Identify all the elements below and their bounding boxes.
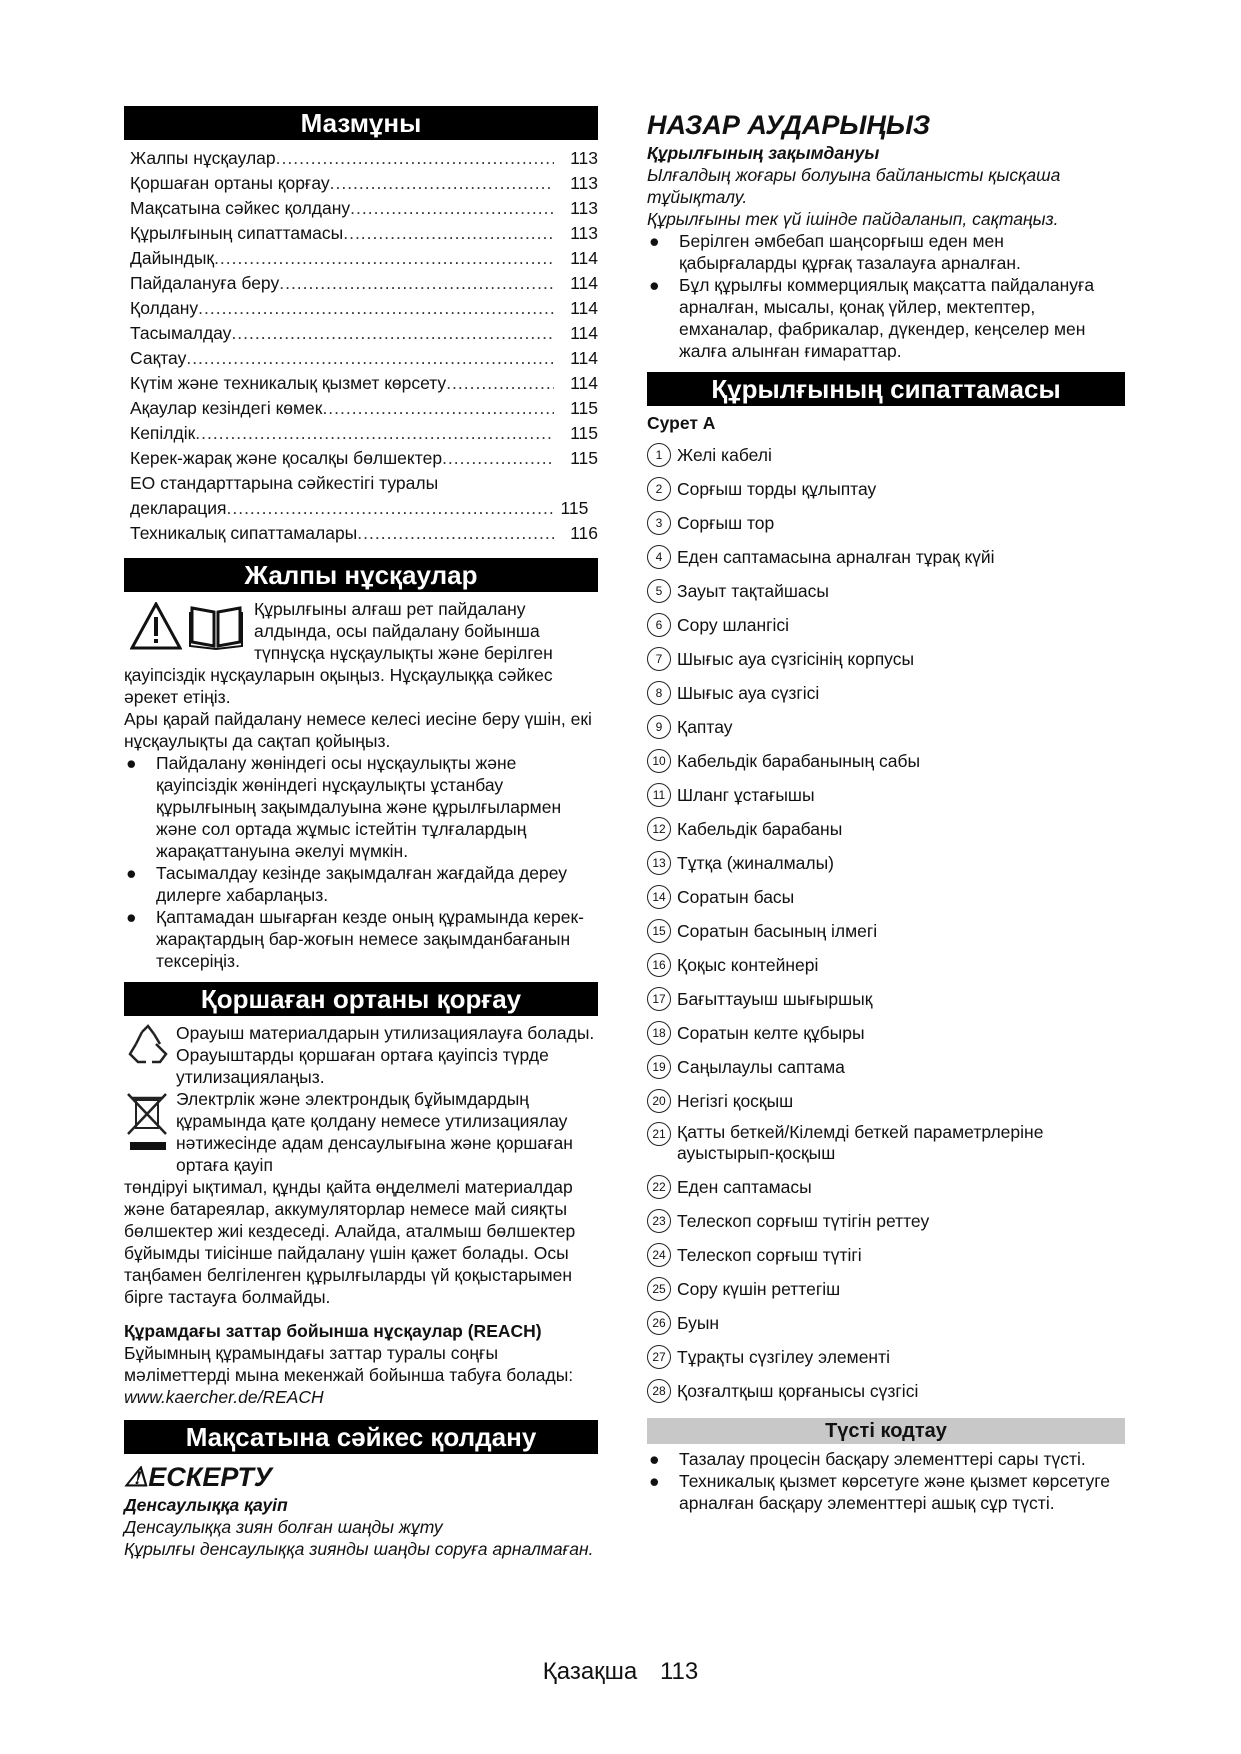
- part-item: [647, 642, 1125, 676]
- part-label: Негізгі қосқыш: [677, 1090, 794, 1111]
- part-item: [647, 710, 1125, 744]
- part-item: [647, 1340, 1125, 1374]
- list-item: ● Бұл құрылғы коммерциялық мақсатта пайдалануға арналған, мысалы, қонақ үйлер, мектептер, емханалар, фабрикалар, дүкендер, кеңселер мен жалға алынған ғимараттар.: [649, 275, 1095, 361]
- part-label: Желі кабелі: [677, 444, 772, 465]
- general-intro-rest: қауіпсіздік нұсқауларын оқыңыз. Нұсқаулыққа сәйкес әрекет етіңіз.: [124, 665, 553, 707]
- general-heading: Жалпы нұсқаулар: [124, 558, 598, 592]
- part-number: 4: [647, 545, 671, 569]
- part-number: 8: [647, 681, 671, 705]
- env-heading: Қоршаған ортаны қорғау: [124, 982, 598, 1016]
- part-label: Соратын басының ілмегі: [677, 920, 878, 941]
- toc-list: [124, 146, 598, 546]
- part-item: [647, 540, 1125, 574]
- right-column: НАЗАР АУДАРЫҢЫЗ Құрылғының зақымдануы Ылғалдың жоғары болуына байланысты қысқаша тұйықталу. Құрылғыны тек үй ішінде пайдаланып, сақтаңыз. ● Берілген әмбебап шаңсорғыш еден мен қабырғаларды құрғақ тазалауға арналған. ● Бұл құрылғы коммерциялық мақсатта пайдалануға арналған, мысалы, қонақ үйлер, мектептер, емханалар, фабрикалар, дүкендер, кеңселер мен жалға алынған ғимараттар. Құрылғының сипаттамасы Сурет A 1 Желі кабелі 2 Сорғыш торды құлыптау 3 Сорғыш тор 4 Еден саптамасына арналған тұрақ күйі 5 Зауыт тақтайшасы 6 Сору шлангісі 7 Шығыс ауа сүзгісінің корпусы 8 Шығыс ауа сүзгісі 9 Қаптау 10 Кабельдік барабанының сабы 11 Шланг ұстағышы 12 Кабельдік барабаны 13 Тұтқа (жиналмалы) 14 Соратын басы 15 Соратын басының ілмегі 16 Қоқыс контейнері 17 Бағыттауыш шығыршық 18 Соратын келте құбыры 19 Саңылаулы саптама 20 Негізгі қосқыш 21 Қатты беткей/Кілемді беткей параметрлеріне ауыстырып-қосқыш 22 Еден саптамасы 23 Телескоп сорғыш түтігін реттеу 24 Телескоп сорғыш түтігі 25 Сору күшін реттегіш 26 Буын 27 Тұрақты сүзгілеу элементі 28 Қозғалтқыш қорғанысы сүзгісі Түсті кодтау ● Тазалау процесін басқару элементтері сары түсті. ● Техникалық қызмет көрсетуге және қызмет көрсетуге арналған басқару элементтері ашық сұр түсті.: [647, 106, 1125, 1514]
- part-number: 21: [647, 1122, 671, 1146]
- left-column: [124, 106, 598, 1560]
- use-heading: Мақсатына сәйкес қолдану: [124, 1420, 598, 1454]
- part-label: Қозғалтқыш қорғанысы сүзгісі: [677, 1380, 919, 1401]
- toc-entry[interactable]: Керек-жарақ және қосалқы бөлшектер ..... 115: [130, 446, 598, 471]
- reach-link[interactable]: www.kaercher.de/REACH: [124, 1387, 324, 1407]
- part-number: 3: [647, 511, 671, 535]
- warning-triangle-icon: [130, 602, 182, 650]
- part-item: [647, 1084, 1125, 1118]
- part-number: 16: [647, 953, 671, 977]
- part-label: Соратын басы: [677, 886, 795, 907]
- part-label: Еден саптамасына арналған тұрақ күйі: [677, 546, 995, 567]
- toc-entry-eu[interactable]: ЕО стандарттарына сәйкестігі туралы декларация ..... 115: [130, 471, 598, 521]
- part-number: 19: [647, 1055, 671, 1079]
- part-label: Қоқыс контейнері: [677, 954, 819, 975]
- part-item: [647, 608, 1125, 642]
- part-number: 5: [647, 579, 671, 603]
- part-label: Телескоп сорғыш түтігін реттеу: [677, 1210, 930, 1231]
- part-label: Тұтқа (жиналмалы): [677, 852, 835, 873]
- part-number: 25: [647, 1277, 671, 1301]
- part-item: [647, 880, 1125, 914]
- part-label: Саңылаулы саптама: [677, 1056, 845, 1077]
- part-label: Қатты беткей/Кілемді беткей параметрлеріне ауыстырып-қосқыш: [677, 1122, 1044, 1163]
- part-item: [647, 1016, 1125, 1050]
- part-label: Шығыс ауа сүзгісі: [677, 682, 820, 703]
- part-item: [647, 778, 1125, 812]
- part-label: Бағыттауыш шығыршық: [677, 988, 873, 1009]
- toc-heading: Мазмұны: [124, 106, 598, 140]
- part-label: Шығыс ауа сүзгісінің корпусы: [677, 648, 915, 669]
- part-item: [647, 1238, 1125, 1272]
- part-number: 6: [647, 613, 671, 637]
- part-item: [647, 1170, 1125, 1204]
- toc-entry-last[interactable]: Техникалық сипаттамалары ..... 116: [130, 521, 598, 546]
- list-item: ● Техникалық қызмет көрсетуге және қызмет көрсетуге арналған басқару элементтері ашық сұр түсті.: [649, 1471, 1110, 1513]
- footer-language: Қазақша: [542, 1658, 638, 1685]
- general-para2: Ары қарай пайдалану немесе келесі иесіне беру үшін, екі нұсқаулықты да сақтап қойыңыз.: [124, 709, 592, 751]
- desc-heading: Құрылғының сипаттамасы: [647, 372, 1125, 406]
- reach-title: Құрамдағы заттар бойынша нұсқаулар (REACH): [124, 1321, 542, 1341]
- part-number: 22: [647, 1175, 671, 1199]
- part-number: 27: [647, 1345, 671, 1369]
- part-number: 18: [647, 1021, 671, 1045]
- toc-entry[interactable]: Қолдану ..... 114: [130, 296, 598, 321]
- part-number: 9: [647, 715, 671, 739]
- list-item: ● Тасымалдау кезінде зақымдалған жағдайда дереу дилерге хабарлаңыз.: [126, 863, 568, 905]
- toc-entry[interactable]: Дайындық ..... 114: [130, 246, 598, 271]
- part-item: [647, 472, 1125, 506]
- general-section: Құрылғыны алғаш рет пайдалану алдында, осы пайдалану бойынша түпнұсқа нұсқаулықты және берілген қауіпсіздік нұсқауларын оқыңыз. Нұсқаулыққа сәйкес әрекет етіңіз. Ары қарай пайдалану немесе келесі иесіне беру үшін, екі нұсқаулықты да сақтап қойыңыз. ● Пайдалану жөніндегі осы нұсқаулықты және қауіпсіздік жөніндегі нұсқаулықты ұстанбау құрылғының зақымдалуына және құрылғылармен және сол ортада жұмыс істейтін тұлғалардың жарақаттануына әкелуі мүмкін. ● Тасымалдау кезінде зақымдалған жағдайда дереу дилерге хабарлаңыз. ● Қаптамадан шығарған кезде оның құрамында керек-жарақтардың бар-жоғын немесе зақымданбағанын тексеріңіз.: [124, 598, 598, 972]
- part-item: [647, 676, 1125, 710]
- part-item: [647, 506, 1125, 540]
- part-number: 26: [647, 1311, 671, 1335]
- part-label: Қаптау: [677, 716, 733, 737]
- part-number: 11: [647, 783, 671, 807]
- list-item: ● Пайдалану жөніндегі осы нұсқаулықты және қауіпсіздік жөніндегі нұсқаулықты ұстанбау құрылғының зақымдалуына және құрылғылармен және сол ортада жұмыс істейтін тұлғалардың жарақаттануына әкелуі мүмкін.: [126, 753, 562, 861]
- part-number: 14: [647, 885, 671, 909]
- toc-entry[interactable]: Құрылғының сипаттамасы ..... 113: [130, 221, 598, 246]
- part-label: Шланг ұстағышы: [677, 784, 815, 805]
- part-number: 23: [647, 1209, 671, 1233]
- part-item: [647, 812, 1125, 846]
- color-heading: Түсті кодтау: [647, 1418, 1125, 1444]
- part-item: [647, 438, 1125, 472]
- part-item: [647, 846, 1125, 880]
- list-item: ● Тазалау процесін басқару элементтері сары түсті.: [649, 1449, 1086, 1469]
- part-label: Зауыт тақтайшасы: [677, 580, 829, 601]
- toc-entry[interactable]: Кепілдік ..... 115: [130, 421, 598, 446]
- part-number: 2: [647, 477, 671, 501]
- part-label: Соратын келте құбыры: [677, 1022, 865, 1043]
- part-number: 15: [647, 919, 671, 943]
- parts-list: [647, 438, 1125, 1408]
- part-label: Сорғыш торды құлыптау: [677, 478, 877, 499]
- part-number: 13: [647, 851, 671, 875]
- list-item: ● Берілген әмбебап шаңсорғыш еден мен қабырғаларды құрғақ тазалауға арналған.: [649, 231, 1021, 273]
- toc-entry[interactable]: Қоршаған ортаны қорғау ..... 113: [130, 171, 598, 196]
- part-label: Сору шлангісі: [677, 614, 790, 635]
- toc-entry[interactable]: Мақсатына сәйкес қолдану ..... 113: [130, 196, 598, 221]
- manual-book-icon: [188, 602, 244, 650]
- part-item: [647, 1118, 1125, 1170]
- part-label: Буын: [677, 1312, 720, 1333]
- part-number: 24: [647, 1243, 671, 1267]
- toc-entry[interactable]: Ақаулар кезіндегі көмек ..... 115: [130, 396, 598, 421]
- part-label: Телескоп сорғыш түтігі: [677, 1244, 862, 1265]
- list-item: ● Қаптамадан шығарған кезде оның құрамында керек-жарақтардың бар-жоғын немесе зақымданбағанын тексеріңіз.: [126, 907, 584, 971]
- part-number: 17: [647, 987, 671, 1011]
- toc-entry[interactable]: Жалпы нұсқаулар ..... 113: [130, 146, 598, 171]
- part-item: [647, 744, 1125, 778]
- toc-entry[interactable]: Тасымалдау ..... 114: [130, 321, 598, 346]
- part-number: 10: [647, 749, 671, 773]
- part-number: 7: [647, 647, 671, 671]
- env-section: Орауыш материалдарын утилизациялауға болады. Орауыштарды қоршаған ортаға қауіпсіз түрде утилизациялаңыз. Электрлік және электрондық бұйымдардың құрамында қате қолдану немесе утилизациялау нәтижесінде адам денсаулығына және қоршаған ортаға қауіп төндіруі ықтимал, құнды қайта өңделмелі материалдар және батареялар, аккумуляторлар немесе май сияқты бөлшектер жиі кездеседі. Алайда, аталмыш бөлшектер бұйымды тиісінше пайдалану үшін қажет болады. Осы таңбамен белгіленген құрылғыларды үй қоқыстарымен бірге тастауға болмайды. Құрамдағы заттар бойынша нұсқаулар (REACH) Бұйымның құрамындағы заттар туралы соңғы мәліметтерді мына мекенжай бойынша табуға болады: www.kaercher.de/REACH: [124, 1022, 598, 1408]
- part-label: Сорғыш тор: [677, 512, 775, 533]
- part-number: 28: [647, 1379, 671, 1403]
- part-item: [647, 1374, 1125, 1408]
- part-item: [647, 574, 1125, 608]
- toc-entry[interactable]: Күтім және техникалық қызмет көрсету ..... 114: [130, 371, 598, 396]
- part-number: 20: [647, 1089, 671, 1113]
- crossed-bin-icon: [126, 1090, 170, 1152]
- part-item: [647, 1272, 1125, 1306]
- part-item: [647, 1050, 1125, 1084]
- part-label: Кабельдік барабанының сабы: [677, 750, 921, 771]
- part-item: [647, 948, 1125, 982]
- part-number: 12: [647, 817, 671, 841]
- use-section: ⚠ЕСКЕРТУ Денсаулыққа қауіп Денсаулыққа зиян болған шаңды жұту Құрылғы денсаулыққа зиянды шаңды соруға арналмаған.: [124, 1462, 594, 1559]
- part-label: Тұрақты сүзгілеу элементі: [677, 1346, 890, 1367]
- recycle-icon: [126, 1024, 170, 1068]
- part-label: Сору күшін реттегіш: [677, 1278, 841, 1299]
- toc-entry[interactable]: Пайдалануға беру ..... 114: [130, 271, 598, 296]
- page-number: 113: [659, 1658, 699, 1685]
- page-footer: [0, 1658, 1241, 1686]
- toc-entry[interactable]: Сақтау ..... 114: [130, 346, 598, 371]
- part-item: [647, 1306, 1125, 1340]
- attention-title: НАЗАР АУДАРЫҢЫЗ: [647, 110, 931, 140]
- part-label: Кабельдік барабаны: [677, 818, 843, 839]
- warning-icon: ⚠: [124, 1462, 149, 1492]
- part-item: [647, 1204, 1125, 1238]
- part-item: [647, 982, 1125, 1016]
- part-item: [647, 914, 1125, 948]
- part-label: Еден саптамасы: [677, 1176, 812, 1197]
- figure-label: Сурет A: [647, 413, 716, 433]
- part-number: 1: [647, 443, 671, 467]
